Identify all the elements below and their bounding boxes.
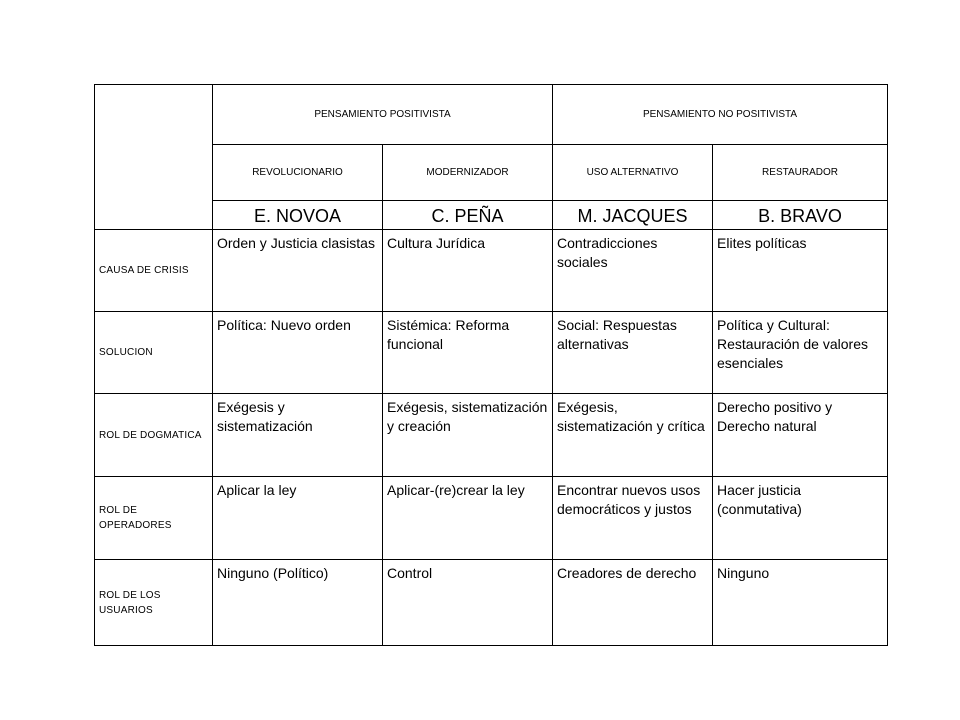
table-cell: Derecho positivo y Derecho natural <box>713 394 888 477</box>
group-header-row <box>95 85 888 145</box>
row-label: CAUSA DE CRISIS <box>95 230 213 312</box>
table-cell: Encontrar nuevos usos democráticos y justos <box>553 477 713 560</box>
table-cell: Control <box>383 560 553 646</box>
table-row <box>95 560 888 646</box>
table-cell: Exégesis y sistematización <box>213 394 383 477</box>
table-cell: Ninguno (Político) <box>213 560 383 646</box>
table-cell: Contradicciones sociales <box>553 230 713 312</box>
author-header-row <box>95 201 888 230</box>
table-row <box>95 230 888 312</box>
author-jacques: M. JACQUES <box>553 201 713 230</box>
author-novoa: E. NOVOA <box>213 201 383 230</box>
table-cell: Ninguno <box>713 560 888 646</box>
header-positivist: PENSAMIENTO POSITIVISTA <box>213 85 553 145</box>
table-cell: Orden y Justicia clasistas <box>213 230 383 312</box>
table-row <box>95 394 888 477</box>
table-row <box>95 477 888 560</box>
row-label: SOLUCION <box>95 312 213 394</box>
table-cell: Política: Nuevo orden <box>213 312 383 394</box>
table-cell: Política y Cultural: Restauración de valores esenciales <box>713 312 888 394</box>
row-label: ROL DE LOS USUARIOS <box>95 560 213 646</box>
comparison-table <box>94 84 888 646</box>
corner-cell <box>95 85 213 230</box>
table-cell: Aplicar la ley <box>213 477 383 560</box>
row-label: ROL DE DOGMATICA <box>95 394 213 477</box>
row-label: ROL DE OPERADORES <box>95 477 213 560</box>
table-cell: Aplicar-(re)crear la ley <box>383 477 553 560</box>
table-cell: Cultura Jurídica <box>383 230 553 312</box>
table-cell: Creadores de derecho <box>553 560 713 646</box>
author-bravo: B. BRAVO <box>713 201 888 230</box>
subgroup-header-row <box>95 145 888 201</box>
table-cell: Hacer justicia (conmutativa) <box>713 477 888 560</box>
table-cell: Exégesis, sistematización y creación <box>383 394 553 477</box>
subheader-uso-alternativo: USO ALTERNATIVO <box>553 145 713 201</box>
table-cell: Sistémica: Reforma funcional <box>383 312 553 394</box>
subheader-modernizador: MODERNIZADOR <box>383 145 553 201</box>
table-row <box>95 312 888 394</box>
table-cell: Social: Respuestas alternativas <box>553 312 713 394</box>
table-cell: Elites políticas <box>713 230 888 312</box>
table-cell: Exégesis, sistematización y crítica <box>553 394 713 477</box>
author-pena: C. PEÑA <box>383 201 553 230</box>
subheader-revolucionario: REVOLUCIONARIO <box>213 145 383 201</box>
header-non-positivist: PENSAMIENTO NO POSITIVISTA <box>553 85 888 145</box>
subheader-restaurador: RESTAURADOR <box>713 145 888 201</box>
